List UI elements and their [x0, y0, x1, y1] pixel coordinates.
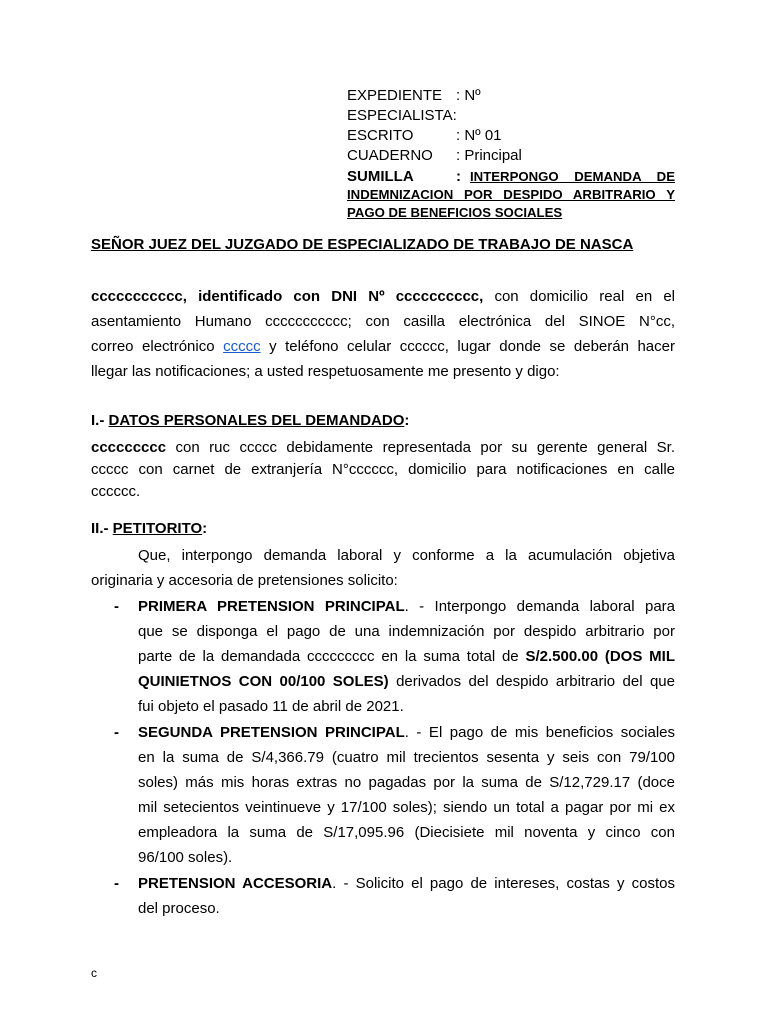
sumilla-colon: : — [456, 168, 461, 185]
claim-title: SEGUNDA PRETENSION PRINCIPAL — [138, 724, 405, 741]
claim-line: mil setecientos veintinueve y 17/100 soles); siendo un total a pagar por mi ex — [138, 799, 675, 816]
defendant-text: con ruc ccccc debidamente representada por su gerente general Sr. — [166, 439, 675, 456]
section-2-title — [91, 520, 207, 537]
cuaderno-label: CUADERNO — [347, 147, 433, 164]
section-2-colon: : — [202, 520, 208, 537]
defendant-line: cccccc. — [91, 483, 141, 500]
intro-line — [91, 284, 675, 309]
claim-text: . - El pago de mis beneficios sociales — [404, 724, 675, 741]
claim-text: . - Solicito el pago de intereses, costas y costos — [332, 875, 675, 892]
section-2-heading: PETITORITO — [112, 520, 203, 537]
expediente-label: EXPEDIENTE — [347, 87, 443, 104]
claim-text: parte de la demandada ccccccccc en la suma total de — [138, 648, 526, 665]
petition-intro-line: Que, interpongo demanda laboral y conforme a la acumulación objetiva — [138, 547, 675, 564]
escrito-value: : Nº 01 — [456, 127, 502, 144]
addressee-heading: SEÑOR JUEZ DEL JUZGADO DE ESPECIALIZADO DE TRABAJO DE NASCA — [91, 236, 634, 253]
sumilla-line-3: PAGO DE BENEFICIOS SOCIALES — [347, 205, 563, 220]
petition-intro-line: originaria y accesoria de pretensiones solicito: — [91, 572, 398, 589]
sumilla-label: SUMILLA — [347, 168, 414, 185]
defendant-line — [91, 437, 675, 459]
intro-line — [91, 334, 675, 359]
sumilla-line-1: INTERPONGO DEMANDA DE — [470, 169, 675, 184]
claim-amount: S/2.500.00 (DOS MIL — [525, 648, 675, 665]
especialista-row — [347, 106, 675, 126]
claim-amount: QUINIETNOS CON 00/100 SOLES) — [138, 673, 389, 690]
sumilla-row — [347, 168, 675, 186]
claim-line: fui objeto el pasado 11 de abril de 2021. — [138, 698, 404, 715]
intro-paragraph — [91, 284, 675, 384]
intro-text: correo electrónico — [91, 338, 224, 355]
section-1-title — [91, 412, 409, 429]
claim-line: en la suma de S/4,366.79 (cuatro mil trecientos sesenta y seis con 79/100 — [138, 749, 675, 766]
defendant-name: ccccccccc — [91, 439, 167, 456]
claim-line — [138, 669, 675, 694]
case-header — [347, 86, 675, 222]
claim-text: derivados del despido arbitrario del que — [388, 673, 675, 690]
claim-line: que se disponga el pago de una indemnización por despido arbitrario por — [138, 623, 675, 640]
claim-line: empleadora la suma de S/17,095.96 (Diecisiete mil noventa y cinco con — [138, 824, 675, 841]
defendant-paragraph — [91, 437, 675, 503]
escrito-label: ESCRITO — [347, 127, 414, 144]
claim-item-body — [138, 720, 675, 870]
section-1-number: I.- — [91, 412, 109, 429]
cuaderno-row — [347, 146, 675, 166]
claim-text: . - Interpongo demanda laboral para — [404, 598, 676, 615]
especialista-label: ESPECIALISTA: — [347, 107, 457, 124]
plaintiff-id: ccccccccccc, identificado con DNI Nº cccccccccc, — [91, 288, 484, 305]
expediente-row — [347, 86, 675, 106]
email-link[interactable]: ccccc — [223, 338, 261, 355]
intro-line: llegar las notificaciones; a usted respetuosamente me presento y digo: — [91, 363, 560, 380]
section-1-colon: : — [404, 412, 410, 429]
defendant-line: ccccc con carnet de extranjería N°cccccc, domicilio para notificaciones en calle — [91, 461, 675, 478]
bullet-dash: - — [114, 598, 119, 615]
claim-title: PRIMERA PRETENSION PRINCIPAL — [138, 598, 405, 615]
petition-intro-paragraph — [91, 543, 675, 593]
section-1-heading: DATOS PERSONALES DEL DEMANDADO — [108, 412, 405, 429]
bullet-dash: - — [114, 875, 119, 892]
claim-line — [138, 594, 675, 619]
expediente-value: : Nº — [456, 87, 481, 104]
intro-line: asentamiento Humano ccccccccccc; con casilla electrónica del SINOE N°cc, — [91, 313, 675, 330]
claim-item-body — [138, 594, 675, 719]
intro-text: y teléfono celular cccccc, lugar donde se deberán hacer — [260, 338, 675, 355]
claim-line — [138, 871, 675, 896]
claim-title: PRETENSION ACCESORIA — [138, 875, 333, 892]
intro-text: con domicilio real en el — [483, 288, 675, 305]
claim-item-body — [138, 871, 675, 921]
sumilla-line-2: INDEMNIZACION POR DESPIDO ARBITRARIO Y — [347, 187, 675, 202]
escrito-row — [347, 126, 675, 146]
claim-line: del proceso. — [138, 900, 220, 917]
section-2-number: II.- — [91, 520, 113, 537]
claim-line — [138, 720, 675, 745]
claim-line: soles) más mis horas extras no pagadas por la suma de S/12,729.17 (doce — [138, 774, 675, 791]
claim-line: 96/100 soles). — [138, 849, 233, 866]
claim-line — [138, 644, 675, 669]
cuaderno-value: : Principal — [456, 147, 522, 164]
bullet-dash: - — [114, 724, 119, 741]
footer-mark: c — [91, 966, 97, 980]
